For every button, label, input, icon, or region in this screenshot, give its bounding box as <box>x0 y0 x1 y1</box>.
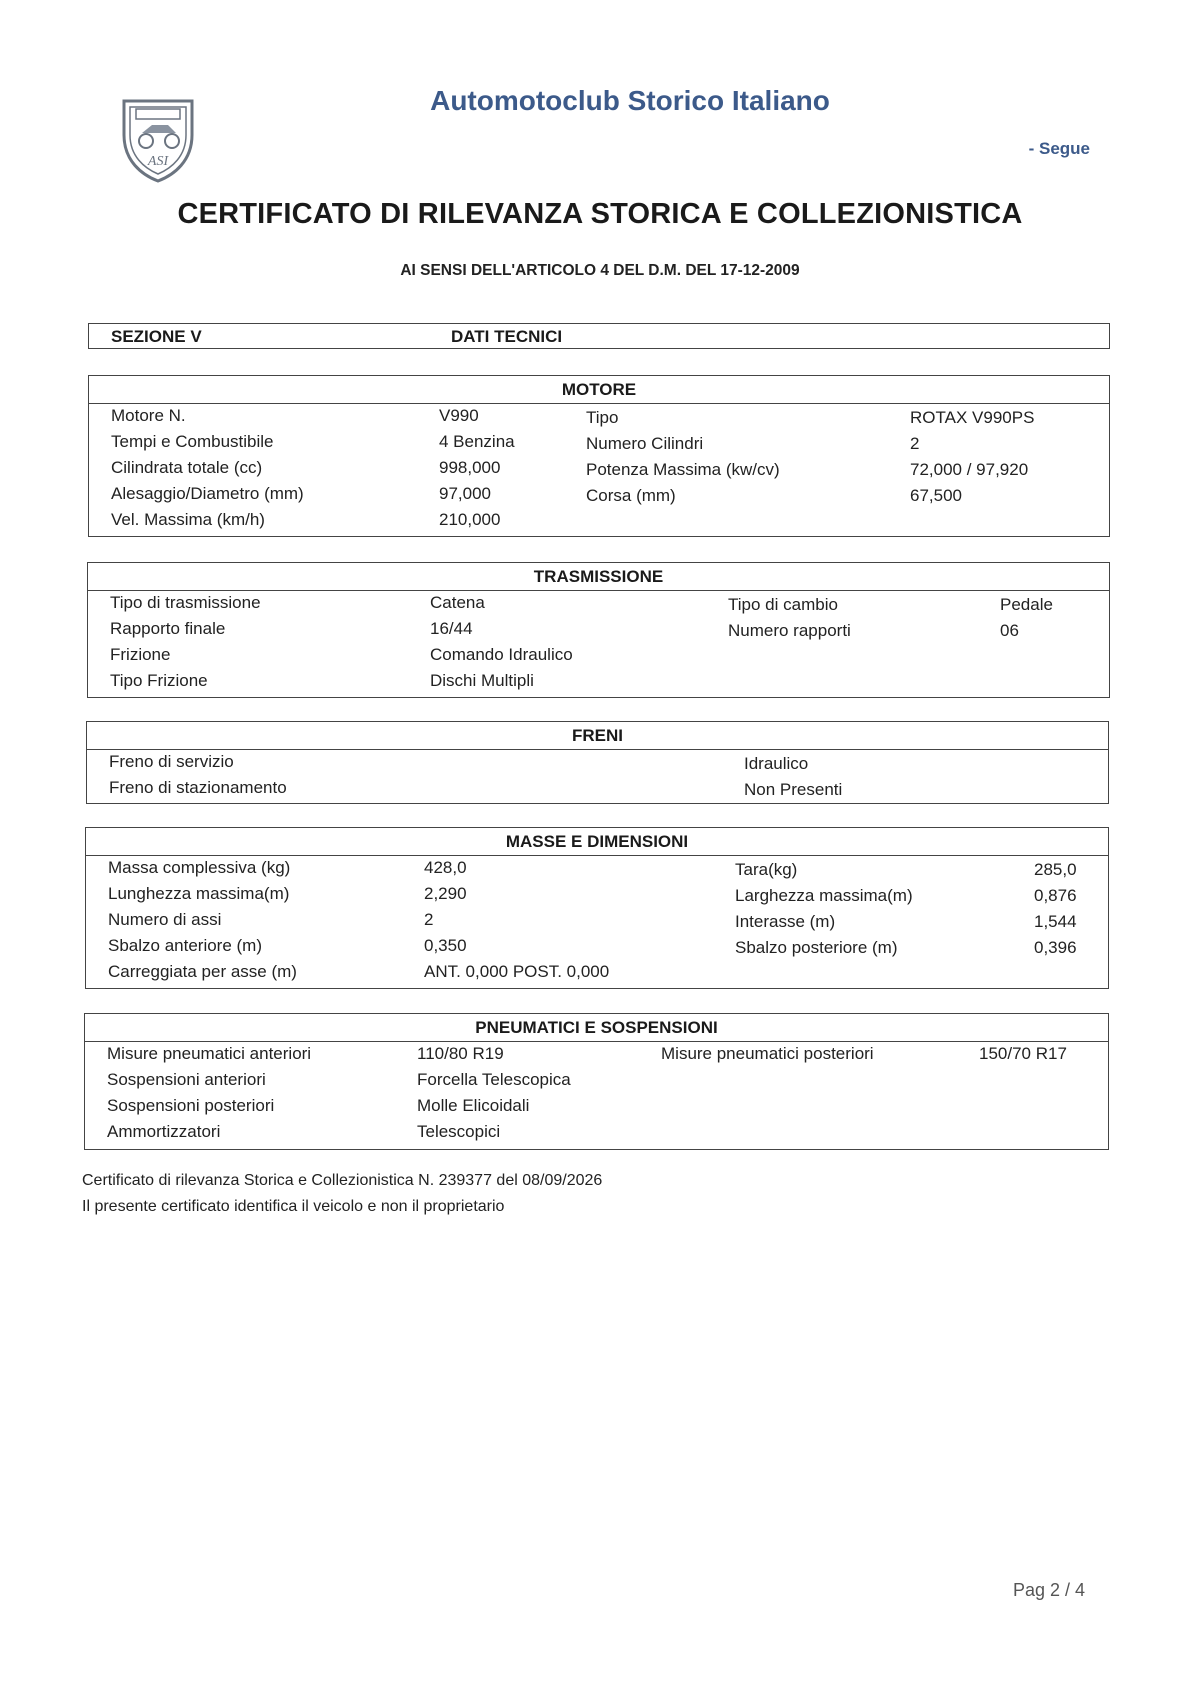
motore-title: MOTORE <box>89 376 1109 404</box>
motore-value: 97,000 <box>439 484 491 503</box>
motore-value: ROTAX V990PS <box>910 408 1035 427</box>
motore-label: Vel. Massima (km/h) <box>111 510 265 529</box>
pneumatici-value: Forcella Telescopica <box>417 1070 571 1089</box>
masse-label: Lunghezza massima(m) <box>108 884 290 903</box>
section-title: DATI TECNICI <box>451 327 563 346</box>
trasmissione-value: Catena <box>430 593 485 612</box>
logo-text: ASI <box>147 154 169 169</box>
masse-value: 0,876 <box>1034 886 1077 905</box>
certificate-number-line: Certificato di rilevanza Storica e Collezionistica N. 239377 del 08/09/2026 <box>82 1172 603 1189</box>
pneumatici-label: Misure pneumatici posteriori <box>661 1044 874 1063</box>
freni-title: FRENI <box>87 722 1108 750</box>
masse-label: Carreggiata per asse (m) <box>108 962 297 981</box>
motore-box <box>88 375 1110 537</box>
masse-box <box>85 827 1109 989</box>
pneumatici-title: PNEUMATICI E SOSPENSIONI <box>85 1014 1108 1042</box>
masse-value: 2,290 <box>424 884 467 903</box>
motore-value: 4 Benzina <box>439 432 515 451</box>
masse-value: 428,0 <box>424 858 467 877</box>
masse-value: 1,544 <box>1034 912 1077 931</box>
pneumatici-value: Telescopici <box>417 1122 501 1141</box>
page-number: Pag 2 / 4 <box>1012 1580 1085 1600</box>
motore-label: Cilindrata totale (cc) <box>111 458 263 477</box>
masse-label: Tara(kg) <box>735 860 798 879</box>
trasmissione-box <box>87 562 1110 698</box>
pneumatici-value: Molle Elicoidali <box>417 1096 530 1115</box>
pneumatici-box <box>84 1013 1109 1150</box>
trasmissione-title: TRASMISSIONE <box>88 563 1109 591</box>
pneumatici-value: 110/80 R19 <box>417 1044 504 1063</box>
motore-label: Numero Cilindri <box>586 434 704 453</box>
motore-value: 998,000 <box>439 458 501 477</box>
segue-label: - Segue <box>1028 139 1090 158</box>
masse-title: MASSE E DIMENSIONI <box>86 828 1108 856</box>
masse-label: Massa complessiva (kg) <box>108 858 291 877</box>
trasmissione-label: Numero rapporti <box>728 621 851 640</box>
certificate-title: CERTIFICATO DI RILEVANZA STORICA E COLLEZIONISTICA <box>177 198 1023 230</box>
pneumatici-value: 150/70 R17 <box>979 1044 1067 1063</box>
trasmissione-label: Rapporto finale <box>110 619 226 638</box>
masse-label: Numero di assi <box>108 910 222 929</box>
freni-box <box>86 721 1109 804</box>
trasmissione-value: Dischi Multipli <box>430 671 534 690</box>
freni-value: Idraulico <box>744 754 809 773</box>
organization-name: Automotoclub Storico Italiano <box>430 85 830 116</box>
masse-value: 0,350 <box>424 936 467 955</box>
trasmissione-label: Tipo di trasmissione <box>110 593 261 612</box>
section-bar <box>88 323 1110 349</box>
motore-label: Alesaggio/Diametro (mm) <box>111 484 304 503</box>
motore-label: Potenza Massima (kw/cv) <box>586 460 780 479</box>
masse-label: Larghezza massima(m) <box>735 886 913 905</box>
pneumatici-label: Sospensioni posteriori <box>107 1096 275 1115</box>
masse-value: 0,396 <box>1034 938 1077 957</box>
motore-label: Motore N. <box>111 406 186 425</box>
pneumatici-label: Ammortizzatori <box>107 1122 221 1141</box>
certificate-disclaimer-line: Il presente certificato identifica il veicolo e non il proprietario <box>82 1198 505 1215</box>
asi-logo <box>118 95 198 185</box>
motore-label: Corsa (mm) <box>586 486 676 505</box>
masse-label: Sbalzo posteriore (m) <box>735 938 898 957</box>
masse-value: 285,0 <box>1034 860 1077 879</box>
masse-label: Sbalzo anteriore (m) <box>108 936 263 955</box>
freni-value: Non Presenti <box>744 780 843 799</box>
trasmissione-label: Frizione <box>110 645 171 664</box>
trasmissione-value: 06 <box>1000 621 1019 640</box>
masse-value: 2 <box>424 910 434 929</box>
motore-label: Tipo <box>586 408 619 427</box>
motore-label: Tempi e Combustibile <box>111 432 274 451</box>
motore-value: 210,000 <box>439 510 501 529</box>
trasmissione-value: Pedale <box>1000 595 1053 614</box>
trasmissione-label: Tipo di cambio <box>728 595 838 614</box>
motore-value: 72,000 / 97,920 <box>910 460 1029 479</box>
trasmissione-value: 16/44 <box>430 619 473 638</box>
freni-label: Freno di stazionamento <box>109 778 287 797</box>
motore-value: 2 <box>910 434 920 453</box>
masse-label: Interasse (m) <box>735 912 836 931</box>
motore-value: 67,500 <box>910 486 962 505</box>
section-label: SEZIONE V <box>111 327 202 346</box>
freni-label: Freno di servizio <box>109 752 234 771</box>
certificate-subtitle: AI SENSI DELL'ARTICOLO 4 DEL D.M. DEL 17-12-2009 <box>400 262 800 279</box>
pneumatici-label: Misure pneumatici anteriori <box>107 1044 312 1063</box>
trasmissione-label: Tipo Frizione <box>110 671 208 690</box>
trasmissione-value: Comando Idraulico <box>430 645 573 664</box>
motore-value: V990 <box>439 406 479 425</box>
pneumatici-label: Sospensioni anteriori <box>107 1070 266 1089</box>
masse-value: ANT. 0,000 POST. 0,000 <box>424 962 610 981</box>
